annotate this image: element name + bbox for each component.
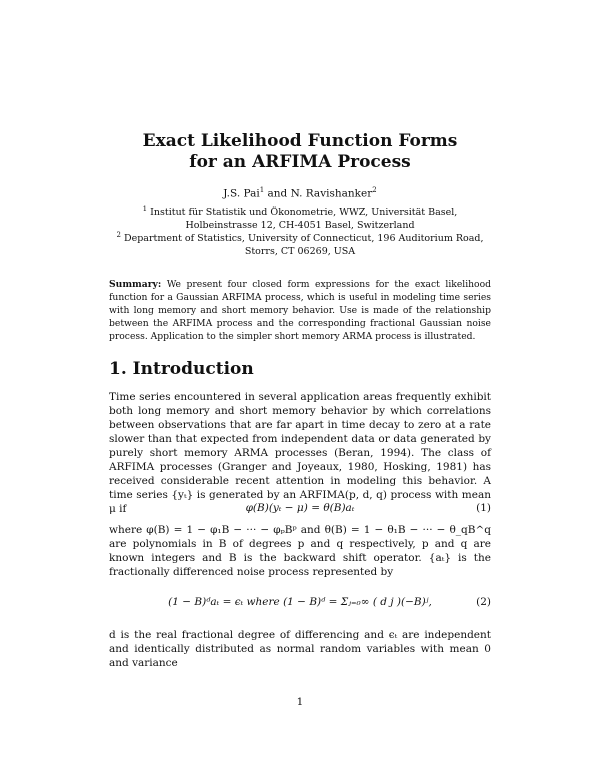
author-1-name: J.S. Pai bbox=[223, 187, 260, 200]
affiliation-2 bbox=[0, 229, 600, 258]
authors bbox=[0, 183, 600, 201]
affiliation-2-line-1: Department of Statistics, University of Connecticut, 196 Auditorium Road, bbox=[120, 233, 484, 245]
affiliation-2-number: 2 bbox=[116, 231, 121, 239]
intro-paragraph-2: where φ(B) = 1 − φ₁B − ··· − φₚBᵖ and θ(B) = 1 − θ₁B − ··· − θ_qB^q are polynomials in B of degrees p and q respectively, p and q are known integers and B is the backward shift operator. {aₜ} is the fractionally differenced noise process represented by bbox=[109, 524, 491, 578]
paper-title-line-1: Exact Likelihood Function Forms bbox=[142, 131, 458, 151]
summary-text: We present four closed form expressions for the exact likelihood function for a Gaussian ARFIMA process, which is useful in modeling time series with long memory and short memory behavior. Use is made of the relationship between the ARFIMA process and the corresponding fractional Gaussian noise process. Application to the simpler short memory ARMA process is illustrated. bbox=[109, 279, 491, 342]
equation-1-body: φ(B)(yₜ − μ) = θ(B)aₜ bbox=[245, 502, 355, 514]
equation-2-body: (1 − B)ᵈaₜ = ϵₜ where (1 − B)ᵈ = Σⱼ₌₀∞ ( d j )(−B)ʲ, bbox=[168, 596, 432, 608]
section-title: 1. Introduction bbox=[109, 359, 254, 379]
affiliation-1-line-2: Holbeinstrasse 12, CH-4051 Basel, Switzerland bbox=[185, 220, 415, 232]
paper-title-line-2: for an ARFIMA Process bbox=[189, 152, 411, 172]
intro-paragraph-1: Time series encountered in several application areas frequently exhibit both long memory and short memory behavior by which correlations between observations that are far apart in time decay to zero at a rate slower than that expected from independent data or data generated by purely short memory ARMA processes (Beran, 1994). The class of ARFIMA processes (Granger and Joyeaux, 1980, Hosking, 1981) has received considerable recent attention in modeling this behavior. A time series {yₜ} is generated by an ARFIMA(p, d, q) process with mean μ if bbox=[109, 391, 491, 515]
affiliation-1-number: 1 bbox=[142, 205, 148, 213]
author-2-name: and N. Ravishanker bbox=[264, 187, 373, 200]
equation-1-number: (1) bbox=[476, 502, 491, 514]
affiliation-1-line-1: Institut für Statistik und Ökonometrie, WWZ, Universität Basel, bbox=[147, 207, 458, 219]
equation-2-number: (2) bbox=[476, 596, 491, 608]
author-1-affil-mark: 1 bbox=[259, 186, 265, 194]
summary-label: Summary: bbox=[109, 279, 162, 290]
author-2-affil-mark: 2 bbox=[372, 186, 377, 194]
affiliation-1 bbox=[0, 203, 600, 232]
affiliation-2-line-2: Storrs, CT 06269, USA bbox=[244, 246, 356, 258]
page-number: 1 bbox=[296, 696, 304, 708]
summary bbox=[109, 278, 491, 343]
intro-paragraph-3: d is the real fractional degree of differencing and ϵₜ are independent and identically distributed as normal random variables with mean 0 and variance bbox=[109, 629, 491, 669]
